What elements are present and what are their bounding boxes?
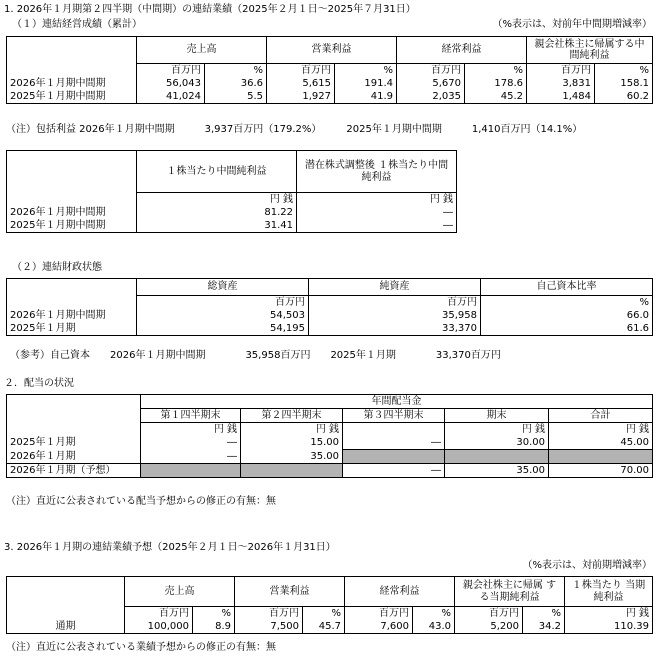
header-net-sales: 売上高: [125, 577, 235, 607]
cell-value: 5,615: [267, 77, 335, 90]
table-row: [7, 77, 653, 90]
row-label: 2026年１月期: [7, 450, 141, 464]
row-label: 2026年１月期（予想）: [7, 464, 141, 478]
cell-value: 8.9: [193, 620, 235, 634]
unit-pct: %: [465, 64, 527, 78]
unit-yen-sen: 円 銭: [565, 607, 653, 621]
header-q3: 第３四半期末: [343, 409, 445, 423]
cell-value: 36.6: [205, 77, 267, 90]
header-net-income: 親会社株主に帰属する中間純利益: [527, 37, 653, 64]
cell-value: 45.7: [303, 620, 345, 634]
cell-value: 43.0: [413, 620, 455, 634]
row-label: 2025年１月期: [7, 322, 137, 336]
operating-results-table: [6, 36, 653, 104]
cell-value: 45.2: [465, 90, 527, 104]
header-net-sales: 売上高: [137, 37, 267, 64]
unit-yen-sen: 円 銭: [137, 193, 297, 207]
row-label: 2025年１月期中間期: [7, 219, 137, 233]
cell-value: ―: [141, 436, 241, 450]
cell-value: 2,035: [397, 90, 465, 104]
row-label: 2025年１月期: [7, 436, 141, 450]
unit-pct: %: [193, 607, 235, 621]
operating-results-title: （１）連結経営成績（累計）: [12, 19, 142, 30]
cell-value: 191.4: [335, 77, 397, 90]
unit-million: 百万円: [345, 607, 413, 621]
cell-value: 34.2: [523, 620, 565, 634]
header-operating-profit: 営業利益: [235, 577, 345, 607]
cell-value: 1,484: [527, 90, 595, 104]
cell-value: 5.5: [205, 90, 267, 104]
cell-value: 60.2: [595, 90, 653, 104]
cell-value: ―: [343, 464, 445, 478]
unit-yen-sen: [343, 423, 445, 437]
cell-value: 1,927: [267, 90, 335, 104]
unit-pct: %: [303, 607, 345, 621]
row-label: 2026年１月期中間期: [7, 309, 137, 322]
unit-million: 百万円: [137, 296, 309, 310]
unit-million: 百万円: [455, 607, 523, 621]
table-row: [7, 450, 653, 464]
eps-table: [6, 150, 457, 233]
section1-title: 1. 2026年１月期第２四半期（中間期）の連結業績（2025年２月１日～2025年７月31日）: [4, 4, 416, 15]
unit-pct: %: [595, 64, 653, 78]
dividends-table: [6, 394, 653, 478]
cell-value: 45.00: [549, 436, 653, 450]
cell-value: 110.39: [565, 620, 653, 634]
cell-value: ―: [343, 436, 445, 450]
row-label: 2026年１月期中間期: [7, 206, 137, 219]
header-ordinary-profit: 経常利益: [397, 37, 527, 64]
header-total-assets: 総資産: [137, 279, 309, 296]
cell-value: ―: [141, 450, 241, 464]
unit-million: 百万円: [137, 64, 205, 78]
cell-value: 56,043: [137, 77, 205, 90]
table-row: [7, 620, 653, 634]
unit-pct: %: [481, 296, 653, 310]
cell-value: 35,958: [309, 309, 481, 322]
cell-value: 7,600: [345, 620, 413, 634]
unit-yen-sen: 円 銭: [241, 423, 343, 437]
cell-value: 33,370: [309, 322, 481, 336]
cell-value: 178.6: [465, 77, 527, 90]
table-row: [7, 436, 653, 450]
table-row: [7, 90, 653, 104]
cell-value: 31.41: [137, 219, 297, 233]
cell-value: 7,500: [235, 620, 303, 634]
cell-value: 5,670: [397, 77, 465, 90]
unit-million: 百万円: [527, 64, 595, 78]
cell-shaded: [445, 450, 549, 464]
cell-value: ―: [297, 206, 457, 219]
header-net-assets: 純資産: [309, 279, 481, 296]
header-diluted-eps: 潜在株式調整後 １株当たり中間純利益: [297, 151, 457, 193]
forecast-table: [6, 576, 653, 634]
unit-million: 百万円: [397, 64, 465, 78]
header-total: 合計: [549, 409, 653, 423]
header-annual-dividend: 年間配当金: [141, 395, 653, 409]
table-row: [7, 219, 457, 233]
cell-value: 100,000: [125, 620, 193, 634]
cell-value: 66.0: [481, 309, 653, 322]
cell-shaded: [343, 450, 445, 464]
cell-value: 81.22: [137, 206, 297, 219]
forecast-pct-note: （%表示は、対前期増減率）: [522, 560, 652, 571]
header-operating-profit: 営業利益: [267, 37, 397, 64]
cell-value: 41.9: [335, 90, 397, 104]
row-label: 通期: [7, 620, 125, 634]
forecast-note: （注）直近に公表されている業績予想からの修正の有無：無: [6, 642, 276, 653]
header-net-income: 親会社株主に帰属 する当期純利益: [455, 577, 565, 607]
cell-value: 15.00: [241, 436, 343, 450]
operating-results-pct-note: （%表示は、対前年中間期増減率）: [492, 19, 652, 30]
cell-shaded: [141, 464, 241, 478]
equity-note: （参考）自己資本 2026年１月期中間期 35,958百万円 2025年１月期 33,370百万円: [10, 350, 501, 361]
unit-pct: %: [335, 64, 397, 78]
cell-value: 54,195: [137, 322, 309, 336]
header-eps: １株当たり 当期純利益: [565, 577, 653, 607]
cell-shaded: [241, 464, 343, 478]
cell-value: 41,024: [137, 90, 205, 104]
unit-pct: %: [413, 607, 455, 621]
cell-value: 30.00: [445, 436, 549, 450]
header-ordinary-profit: 経常利益: [345, 577, 455, 607]
cell-value: ―: [297, 219, 457, 233]
cell-value: 35.00: [241, 450, 343, 464]
table-row: [7, 309, 653, 322]
dividend-note: （注）直近に公表されている配当予想からの修正の有無：無: [6, 496, 276, 507]
cell-value: 158.1: [595, 77, 653, 90]
cell-value: 70.00: [549, 464, 653, 478]
cell-value: 61.6: [481, 322, 653, 336]
financial-position-table: [6, 278, 653, 336]
unit-million: 百万円: [309, 296, 481, 310]
section3-title: 3. 2026年１月期の連結業績予想（2025年２月１日～2026年１月31日）: [4, 542, 336, 553]
unit-yen-sen: 円 銭: [445, 423, 549, 437]
financial-position-title: （２）連結財政状態: [12, 262, 102, 273]
header-q1: 第１四半期末: [141, 409, 241, 423]
unit-million: 百万円: [235, 607, 303, 621]
cell-value: 3,831: [527, 77, 595, 90]
table-row: [7, 206, 457, 219]
row-label: 2025年１月期中間期: [7, 90, 137, 104]
cell-value: 54,503: [137, 309, 309, 322]
table-row: [7, 322, 653, 336]
unit-yen-sen: 円 銭: [297, 193, 457, 207]
header-equity-ratio: 自己資本比率: [481, 279, 653, 296]
header-year-end: 期末: [445, 409, 549, 423]
unit-pct: %: [523, 607, 565, 621]
header-q2: 第２四半期末: [241, 409, 343, 423]
unit-pct: %: [205, 64, 267, 78]
table-row: [7, 464, 653, 478]
header-eps: １株当たり中間純利益: [137, 151, 297, 193]
section2-title: ２．配当の状況: [4, 378, 74, 389]
unit-million: 百万円: [125, 607, 193, 621]
unit-million: 百万円: [267, 64, 335, 78]
unit-yen-sen: 円 銭: [141, 423, 241, 437]
unit-yen-sen: 円 銭: [549, 423, 653, 437]
cell-value: 5,200: [455, 620, 523, 634]
row-label: 2026年１月期中間期: [7, 77, 137, 90]
cell-value: 35.00: [445, 464, 549, 478]
cell-shaded: [549, 450, 653, 464]
header-blank: [7, 37, 137, 64]
comprehensive-income-note: （注）包括利益 2026年１月期中間期 3,937百万円（179.2%） 2025年１月期中間期 1,410百万円（14.1%）: [6, 124, 583, 135]
